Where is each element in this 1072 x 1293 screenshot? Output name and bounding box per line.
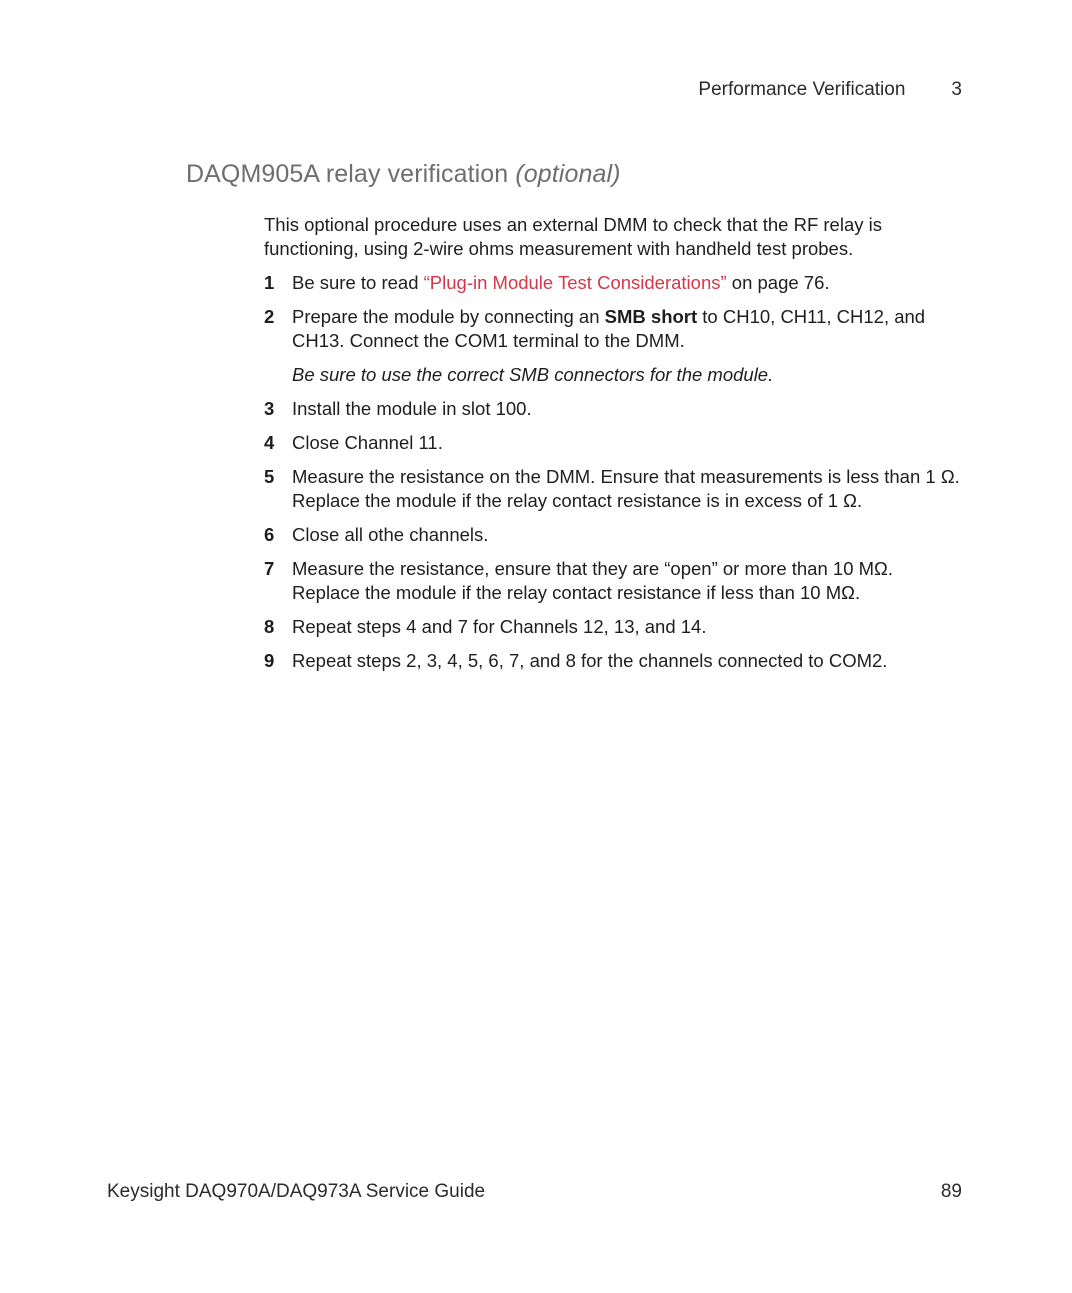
step-2 — [264, 305, 964, 387]
step-number: 2 — [264, 306, 275, 327]
page-footer — [107, 1181, 962, 1203]
step-8 — [264, 615, 964, 639]
step-4 — [264, 431, 964, 455]
document-title: Keysight DAQ970A/DAQ973A Service Guide — [107, 1181, 486, 1202]
step-text: Close all othe channels. — [292, 524, 489, 545]
step-text: Close Channel 11. — [292, 432, 443, 453]
page-number: 89 — [940, 1181, 962, 1202]
step-text: Repeat steps 4 and 7 for Channels 12, 13, and 14. — [292, 616, 707, 637]
step-5 — [264, 465, 964, 513]
procedure-content — [264, 213, 964, 683]
intro-paragraph: This optional procedure uses an external DMM to check that the RF relay is functioning, using 2-wire ohms measurement with handheld test probes. — [264, 214, 882, 259]
section-title-qualifier: (optional) — [515, 160, 621, 188]
step-9 — [264, 649, 964, 673]
chapter-title: Performance Verification — [698, 79, 906, 100]
step-main-text — [292, 305, 964, 353]
step-text-tail: to CH10, CH11, CH12, and CH13. Connect the COM1 terminal to the DMM. — [292, 306, 926, 351]
step-text — [292, 305, 964, 387]
step-number: 5 — [264, 466, 275, 487]
step-text: Measure the resistance, ensure that they are “open” or more than 10 MΩ. Replace the module if the relay contact resistance if less than 10 MΩ. — [292, 558, 893, 603]
step-number: 4 — [264, 432, 275, 453]
section-title-text: DAQM905A relay verification — [186, 160, 509, 188]
step-number: 1 — [264, 272, 275, 293]
step-text: Install the module in slot 100. — [292, 398, 532, 419]
chapter-number: 3 — [951, 79, 962, 100]
procedure-steps — [264, 271, 964, 673]
step-number: 3 — [264, 398, 275, 419]
step-number: 8 — [264, 616, 275, 637]
emphasis-term: SMB short — [604, 306, 698, 327]
step-6 — [264, 523, 964, 547]
step-7 — [264, 557, 964, 605]
step-number: 9 — [264, 650, 275, 671]
step-3 — [264, 397, 964, 421]
section-title — [186, 160, 621, 189]
step-text: Repeat steps 2, 3, 4, 5, 6, 7, and 8 for the channels connected to COM2. — [292, 650, 888, 671]
running-header — [698, 79, 962, 101]
step-number: 7 — [264, 558, 275, 579]
step-text — [292, 271, 964, 295]
cross-reference-link[interactable]: “Plug-in Module Test Considerations” — [423, 272, 727, 293]
step-text-lead: Prepare the module by connecting an — [292, 306, 605, 327]
step-number: 6 — [264, 524, 275, 545]
step-text-tail: on page 76. — [726, 272, 830, 293]
step-1 — [264, 271, 964, 295]
step-text-lead: Be sure to read — [292, 272, 424, 293]
step-text: Measure the resistance on the DMM. Ensure that measurements is less than 1 Ω. Replace the module if the relay contact resistance is in excess of 1 Ω. — [292, 466, 960, 511]
step-note: Be sure to use the correct SMB connectors for the module. — [292, 364, 774, 385]
